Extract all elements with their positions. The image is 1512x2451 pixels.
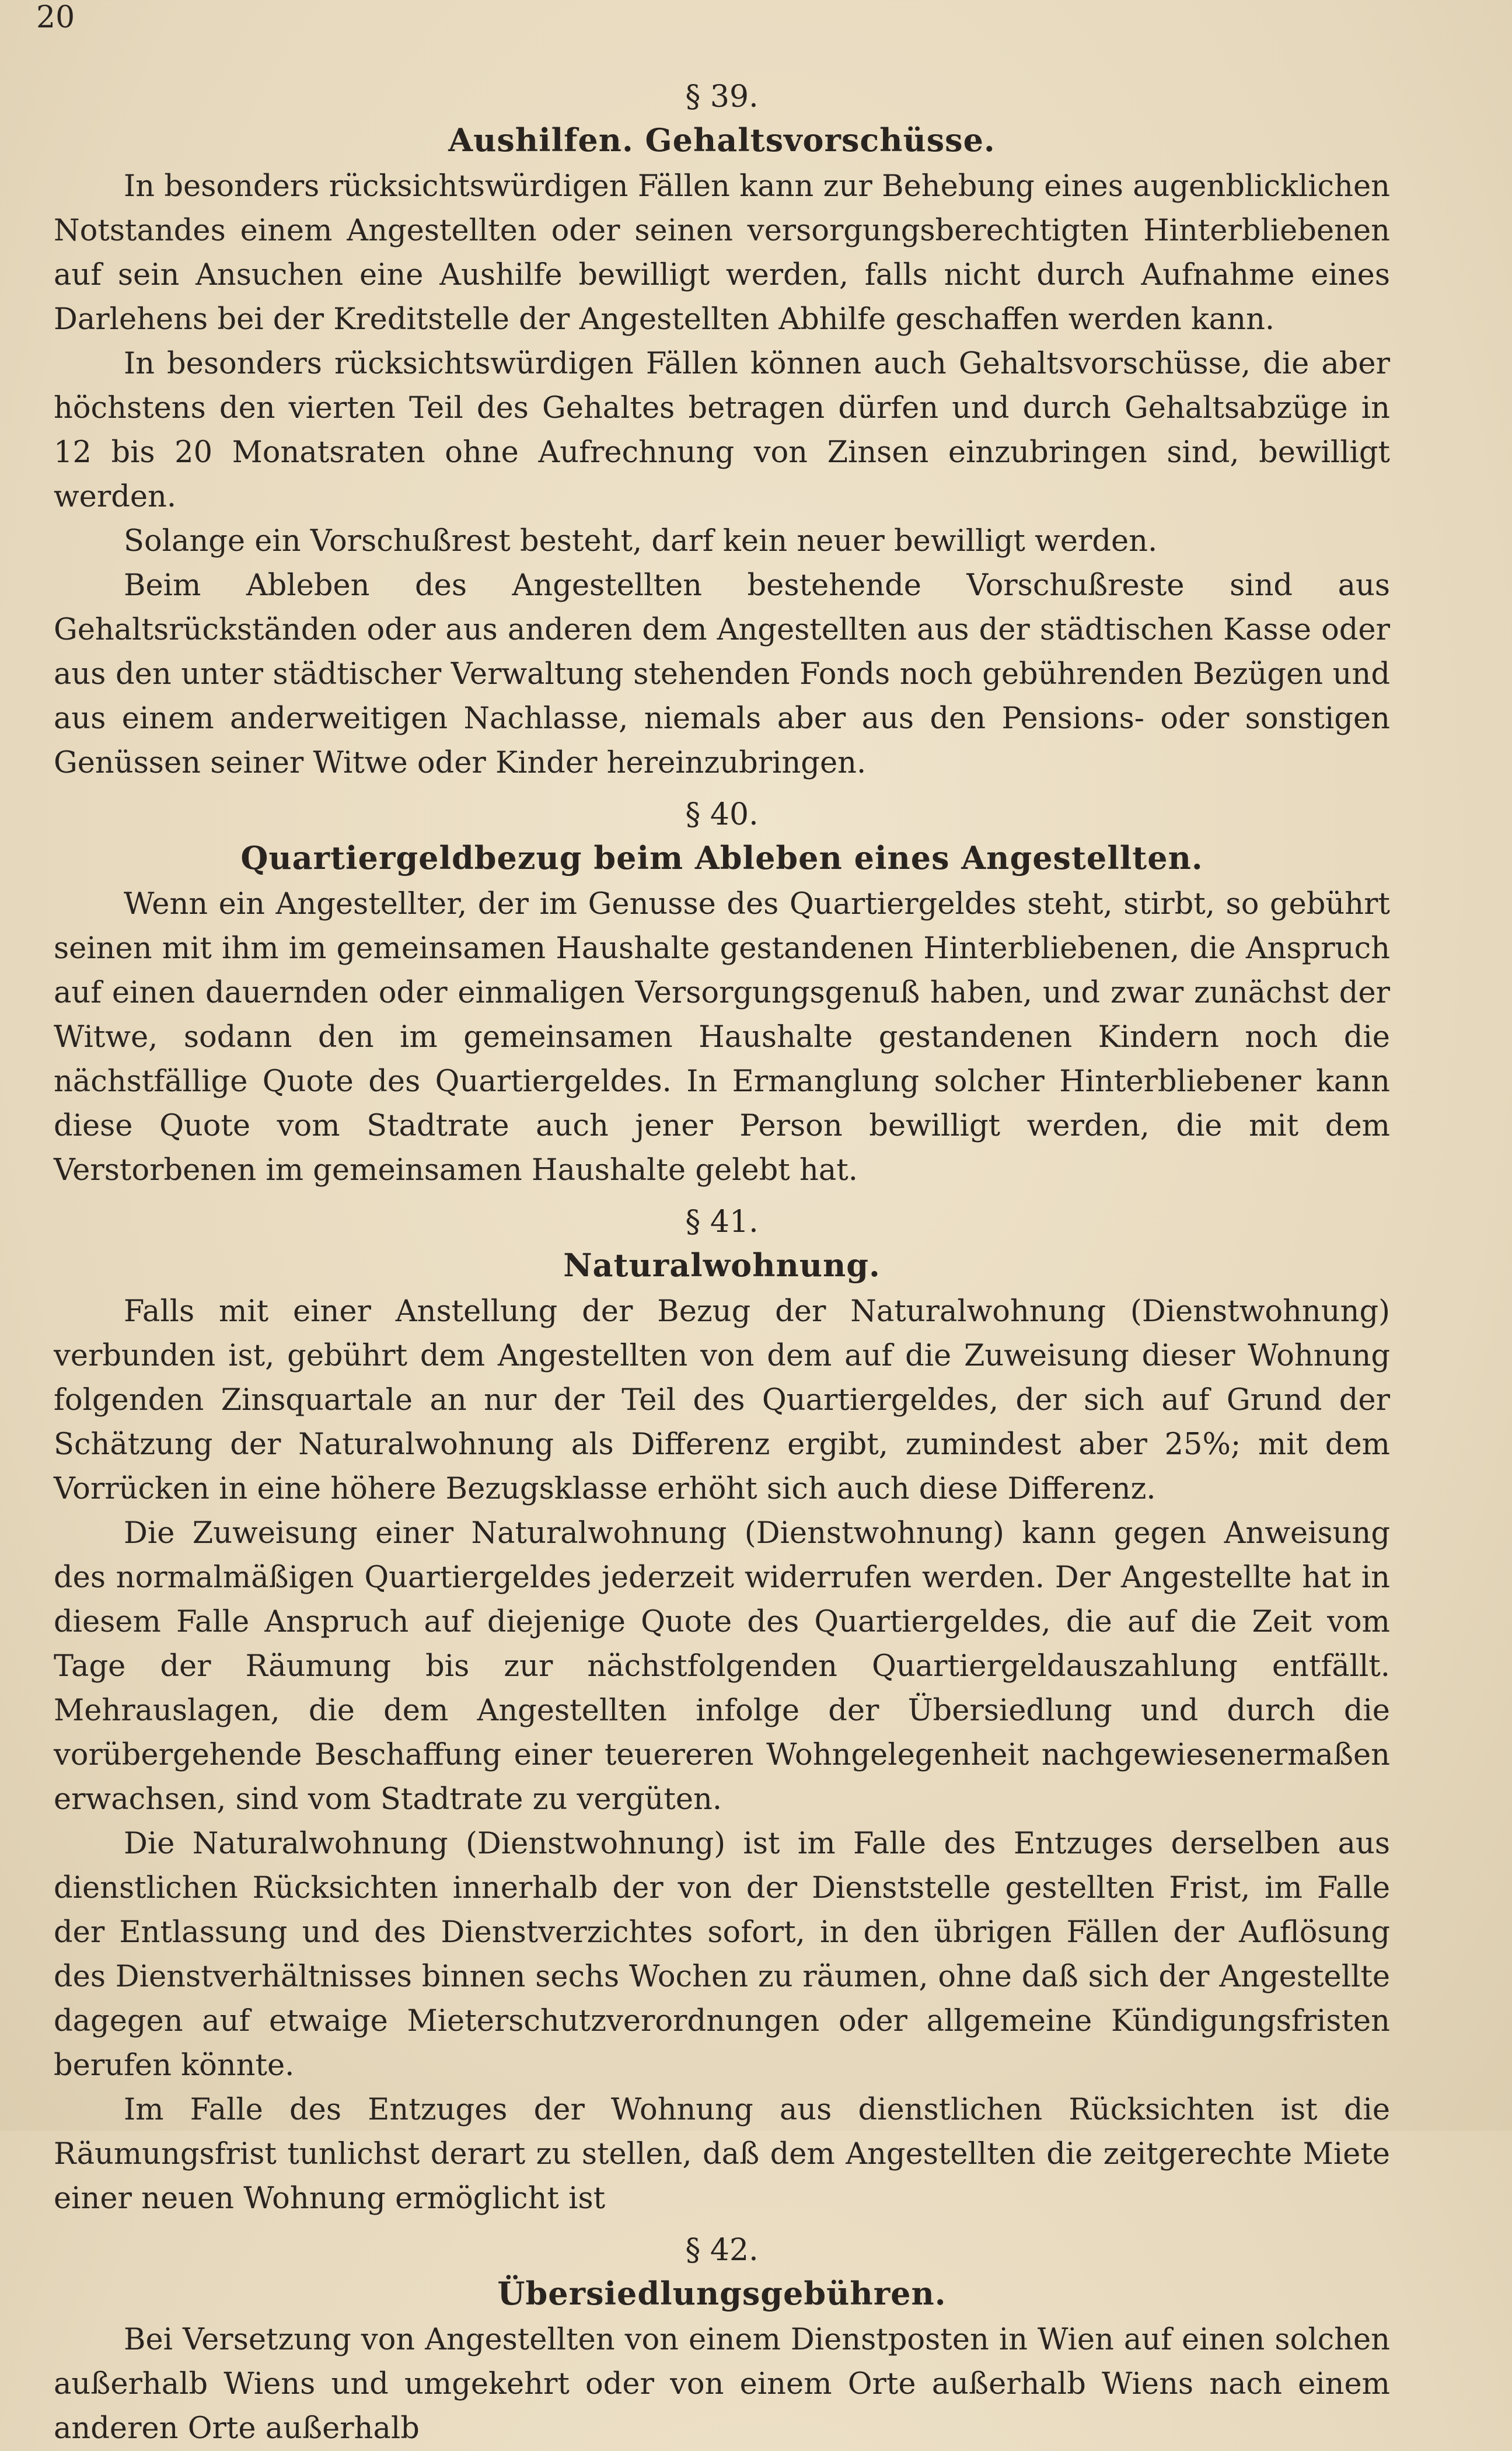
section-41 xyxy=(54,1201,1390,2221)
section-title: Übersiedlungsgebühren. xyxy=(497,2275,947,2312)
paragraph: Die Zuweisung einer Naturalwohnung (Dienstwohnung) kann gegen Anweisung des normalmäßigen Quartiergeldes jederzeit widerrufen werden. Der Angestellte hat in diesem Falle Anspruch auf diejenige Quote des Quartiergeldes, die auf die Zeit vom Tage der Räumung bis zur nächstfolgenden Quartiergeldauszahlung entfällt. Mehrauslagen, die dem Angestellten infolge der Übersiedlung und durch die vorübergehende Beschaffung einer teuereren Wohngelegenheit nachgewiesenermaßen erwachsen, sind vom Stadtrate zu vergüten. xyxy=(54,1516,1390,1817)
paragraph: Falls mit einer Anstellung der Bezug der Naturalwohnung (Dienstwohnung) verbunden ist, gebührt dem Angestellten von dem auf die Zuweisung dieser Wohnung folgenden Zinsquartale an nur der Teil des Quartiergeldes, der sich auf Grund der Schätzung der Naturalwohnung als Differenz ergibt, zumindest aber 25%; mit dem Vorrücken in eine höhere Bezugsklasse erhöht sich auch diese Differenz. xyxy=(54,1294,1390,1506)
paragraph: Im Falle des Entzuges der Wohnung aus dienstlichen Rücksichten ist die Räumungsfrist tunlichst derart zu stellen, daß dem Angestellten die zeitgerechte Miete einer neuen Wohnung ermöglicht ist xyxy=(54,2093,1390,2216)
document-body xyxy=(54,76,1390,2451)
page-number: 20 xyxy=(36,0,75,35)
section-number: § 39. xyxy=(685,79,759,114)
section-number: § 42. xyxy=(685,2233,759,2268)
paragraph: Die Naturalwohnung (Dienstwohnung) ist im Falle des Entzuges derselben aus dienstlichen Rücksichten innerhalb der von der Dienststelle gestellten Frist, im Falle der Entlassung und des Dienstverzichtes sofort, in den übrigen Fällen der Auflösung des Dienstverhältnisses binnen sechs Wochen zu räumen, ohne daß sich der Angestellte dagegen auf etwaige Mieterschutzverordnungen oder allgemeine Kündigungsfristen berufen könnte. xyxy=(54,1827,1390,2083)
section-39 xyxy=(54,76,1390,785)
paragraph: Bei Versetzung von Angestellten von einem Dienstposten in Wien auf einen solchen außerhalb Wiens und umgekehrt oder von einem Orte außerhalb Wiens nach einem anderen Orte außerhalb xyxy=(54,2323,1390,2446)
paragraph: In besonders rücksichtswürdigen Fällen können auch Gehaltsvorschüsse, die aber höchstens den vierten Teil des Gehaltes betragen dürfen und durch Gehaltsabzüge in 12 bis 20 Monatsraten ohne Aufrechnung von Zinsen einzubringen sind, bewilligt werden. xyxy=(54,347,1390,514)
paragraph: Solange ein Vorschußrest besteht, darf kein neuer bewilligt werden. xyxy=(124,524,1158,558)
paragraph: Beim Ableben des Angestellten bestehende Vorschußreste sind aus Gehaltsrückständen oder aus anderen dem Angestellten aus der städtischen Kasse oder aus den unter städtischer Verwaltung stehenden Fonds noch gebührenden Bezügen und aus einem anderweitigen Nachlasse, niemals aber aus den Pensions- oder sonstigen Genüssen seiner Witwe oder Kinder hereinzubringen. xyxy=(54,568,1390,780)
section-title: Naturalwohnung. xyxy=(563,1247,881,1284)
section-title: Aushilfen. Gehaltsvorschüsse. xyxy=(448,121,996,159)
section-40 xyxy=(54,794,1390,1193)
section-number: § 41. xyxy=(685,1204,759,1240)
paragraph: Wenn ein Angestellter, der im Genusse des Quartiergeldes steht, stirbt, so gebührt seinen mit ihm im gemeinsamen Haushalte gestandenen Hinterbliebenen, die Anspruch auf einen dauernden oder einmaligen Versorgungsgenuß haben, und zwar zunächst der Witwe, sodann den im gemeinsamen Haushalte gestandenen Kindern noch die nächstfällige Quote des Quartiergeldes. In Ermanglung solcher Hinterbliebener kann diese Quote vom Stadtrate auch jener Person bewilligt werden, die mit dem Verstorbenen im gemeinsamen Haushalte gelebt hat. xyxy=(54,887,1390,1188)
section-42 xyxy=(54,2229,1390,2451)
section-title: Quartiergeldbezug beim Ableben eines Angestellten. xyxy=(240,839,1203,877)
section-number: § 40. xyxy=(685,797,759,832)
paragraph: In besonders rücksichtswürdigen Fällen kann zur Behebung eines augenblicklichen Notstandes einem Angestellten oder seinen versorgungsberechtigten Hinterbliebenen auf sein Ansuchen eine Aushilfe bewilligt werden, falls nicht durch Aufnahme eines Darlehens bei der Kreditstelle der Angestellten Abhilfe geschaffen werden kann. xyxy=(54,169,1390,337)
